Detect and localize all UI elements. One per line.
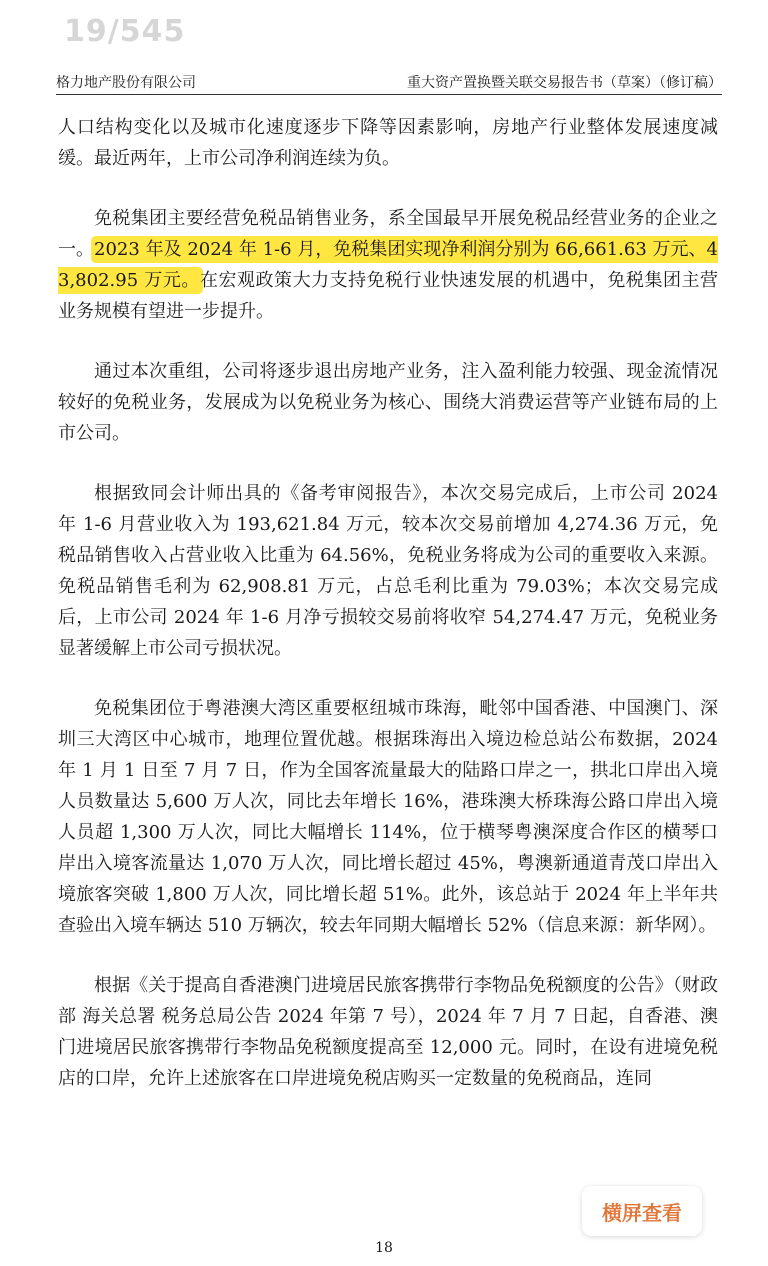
paragraph-2-text-before: 免税集团主要经营免税品销售业务，系全国最早开展免税品经营业务的企业之一。 bbox=[58, 208, 718, 260]
highlighted-text: 2023 年及 2024 年 1-6 月，免税集团实现净利润分别为 66,661.63 万元、43,802.95 万元。 bbox=[58, 239, 719, 291]
document-header bbox=[56, 70, 722, 95]
landscape-view-button[interactable]: 横屏查看 bbox=[582, 1186, 702, 1236]
page-indicator: 19/545 bbox=[64, 14, 186, 49]
paragraph-2 bbox=[58, 203, 718, 327]
page-number: 18 bbox=[375, 1240, 393, 1256]
paragraph-5: 免税集团位于粤港澳大湾区重要枢纽城市珠海，毗邻中国香港、中国澳门、深圳三大湾区中心城市，地理位置优越。根据珠海出入境边检总站公布数据，2024 年 1 月 1 日至 7 月 7 日，作为全国客流量最大的陆路口岸之一，拱北口岸出入境人员数量达 5,600 万人次，同比去年增长 16%，港珠澳大桥珠海公路口岸出入境人员超 1,300 万人次，同比大幅增长 114%，位于横琴粤澳深度合作区的横琴口岸出入境客流量达 1,070 万人次，同比增长超过 45%，粤澳新通道青茂口岸出入境旅客突破 1,800 万人次，同比增长超 51%。此外，该总站于 2024 年上半年共查验出入境车辆达 510 万辆次，较去年同期大幅增长 52%（信息来源：新华网）。 bbox=[58, 698, 718, 936]
paragraph-6: 根据《关于提高自香港澳门进境居民旅客携带行李物品免税额度的公告》（财政部 海关总署 税务总局公告 2024 年第 7 号），2024 年 7 月 7 日起，自香港、澳门进境居民旅客携带行李物品免税额度提高至 12,000 元。同时，在设有进境免税店的口岸，允许上述旅客在口岸进境免税店购买一定数量的免税商品，连同 bbox=[58, 975, 718, 1089]
paragraph-4: 根据致同会计师出具的《备考审阅报告》，本次交易完成后，上市公司 2024 年 1-6 月营业收入为 193,621.84 万元，较本次交易前增加 4,274.36 万元，免税品销售收入占营业收入比重为 64.56%，免税业务将成为公司的重要收入来源。免税品销售毛利为 62,908.81 万元，占总毛利比重为 79.03%；本次交易完成后，上市公司 2024 年 1-6 月净亏损较交易前将收窄 54,274.47 万元，免税业务显著缓解上市公司亏损状况。 bbox=[58, 483, 718, 659]
header-company: 格力地产股份有限公司 bbox=[56, 75, 196, 91]
paragraph-3: 通过本次重组，公司将逐步退出房地产业务，注入盈利能力较强、现金流情况较好的免税业务，发展成为以免税业务为核心、围绕大消费运营等产业链布局的上市公司。 bbox=[58, 361, 718, 444]
paragraph-1: 人口结构变化以及城市化速度逐步下降等因素影响，房地产行业整体发展速度减缓。最近两年，上市公司净利润连续为负。 bbox=[58, 117, 718, 169]
document-body bbox=[58, 112, 718, 1123]
header-doc-title: 重大资产置换暨关联交易报告书（草案）（修订稿） bbox=[407, 75, 722, 91]
paragraph-2-text-after: 在宏观政策大力支持免税行业快速发展的机遇中，免税集团主营业务规模有望进一步提升。 bbox=[58, 270, 718, 322]
